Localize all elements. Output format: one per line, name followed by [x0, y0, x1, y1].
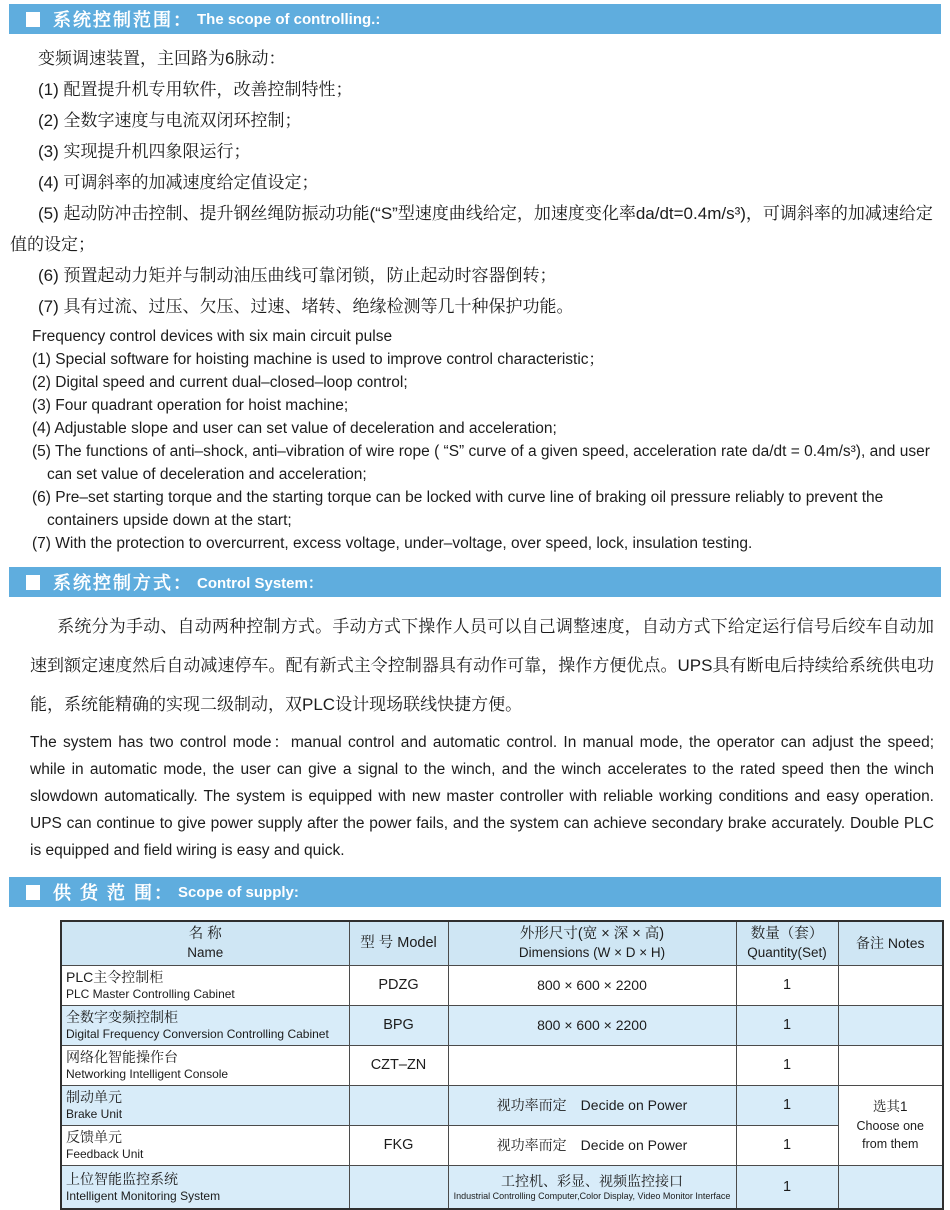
- section-title-zh: 供 货 范 围：: [53, 883, 175, 903]
- control-system-english-paragraph: The system has two control mode：manual control and automatic control. In manual mode, the operator can adjust the speed; while in automatic mode, the user can give a signal to the winch, and the winch accelerates to the rated speed then the winch slowdown automatically. The system is equipped with new master controller with reliable working conditions and easy operation. UPS can continue to give power supply after the power fails, and the system can achieve secondary brake accurately. Double PLC is equipped and field wiring is easy and quick.: [30, 734, 934, 859]
- dimensions-cell: 工控机、彩显、视频监控接口 Industrial Controlling Computer,Color Display, Video Monitor Interface: [448, 1165, 736, 1209]
- notes-cell: [838, 1005, 943, 1045]
- model-cell: FKG: [349, 1125, 448, 1165]
- square-bullet-icon: [26, 885, 40, 900]
- square-bullet-icon: [26, 12, 40, 27]
- section-title-zh: 系统控制方式：: [53, 573, 193, 593]
- scope-zh-line: (5) 起动防冲击控制、提升钢丝绳防振动功能(“S”型速度曲线给定，加速度变化率da/dt=0.4m/s³)，可调斜率的加减速给定值的设定；: [10, 204, 933, 254]
- notes-merged-cell: 选其1 Choose one from them: [838, 1085, 943, 1165]
- notes-cell: [838, 1165, 943, 1209]
- col-header-model: 型 号 Model: [349, 921, 448, 965]
- section-header-scope: [9, 4, 941, 34]
- name-cell: PLC主令控制柜 PLC Master Controlling Cabinet: [61, 965, 349, 1005]
- scope-zh-line: (3) 实现提升机四象限运行；: [38, 142, 251, 161]
- quantity-cell: 1: [736, 1005, 838, 1045]
- table-row: [61, 1005, 943, 1045]
- table-row: [61, 1045, 943, 1085]
- dimensions-cell: 视功率而定 Decide on Power: [448, 1085, 736, 1125]
- section-title-zh: 系统控制范围：: [53, 10, 193, 30]
- scope-zh-line: 变频调速装置，主回路为6脉动：: [38, 49, 286, 68]
- scope-zh-line: (4) 可调斜率的加减速度给定值设定；: [38, 173, 319, 192]
- supply-table: [60, 920, 944, 1210]
- section-title-en: Control System：: [197, 574, 323, 592]
- name-cell: 上位智能监控系统 Intelligent Monitoring System: [61, 1165, 349, 1209]
- scope-en-line: (7) With the protection to overcurrent, excess voltage, under–voltage, over speed, lock, insulation testing.: [32, 535, 753, 552]
- dimensions-cell: 800 × 600 × 2200: [448, 1005, 736, 1045]
- col-header-name: 名 称 Name: [61, 921, 349, 965]
- scope-en-line: (4) Adjustable slope and user can set value of deceleration and acceleration;: [32, 420, 557, 437]
- scope-en-line: (6) Pre–set starting torque and the starting torque can be locked with curve line of braking oil pressure reliably to prevent the containers upside down at the start;: [32, 489, 884, 529]
- scope-en-line: (3) Four quadrant operation for hoist machine;: [32, 397, 349, 414]
- quantity-cell: 1: [736, 1165, 838, 1209]
- section-header-control-system: [9, 567, 941, 597]
- dimensions-cell: [448, 1045, 736, 1085]
- dimensions-cell: 视功率而定 Decide on Power: [448, 1125, 736, 1165]
- col-header-dimensions: 外形尺寸(宽 × 深 × 高) Dimensions (W × D × H): [448, 921, 736, 965]
- table-row: [61, 1085, 943, 1125]
- model-cell: CZT–ZN: [349, 1045, 448, 1085]
- table-row: [61, 1165, 943, 1209]
- scope-zh-line: (1) 配置提升机专用软件，改善控制特性；: [38, 80, 353, 99]
- section-title-en: Scope of supply:: [178, 883, 299, 901]
- scope-en-line: Frequency control devices with six main circuit pulse: [32, 328, 393, 345]
- scope-english-list: [32, 325, 938, 555]
- model-cell: PDZG: [349, 965, 448, 1005]
- supply-table-header-row: [61, 921, 943, 965]
- quantity-cell: 1: [736, 965, 838, 1005]
- square-bullet-icon: [26, 575, 40, 590]
- scope-en-line: (5) The functions of anti–shock, anti–vibration of wire rope ( “S” curve of a given speed, acceleration rate da/dt = 0.4m/s³), and user can set value of deceleration and acceleration;: [32, 443, 930, 483]
- model-cell: [349, 1085, 448, 1125]
- notes-cell: [838, 965, 943, 1005]
- control-system-chinese-paragraph: 系统分为手动、自动两种控制方式。手动方式下操作人员可以自己调整速度，自动方式下给定运行信号后绞车自动加速到额定速度然后自动减速停车。配有新式主令控制器具有动作可靠，操作方便优点。UPS具有断电后持续给系统供电功能，系统能精确的实现二级制动，双PLC设计现场联线快捷方便。: [30, 617, 934, 714]
- name-cell: 反馈单元 Feedback Unit: [61, 1125, 349, 1165]
- section-title-en: The scope of controlling.:: [197, 10, 381, 28]
- scope-zh-line: (6) 预置起动力矩并与制动油压曲线可靠闭锁，防止起动时容器倒转；: [38, 266, 557, 285]
- model-cell: BPG: [349, 1005, 448, 1045]
- table-row: [61, 1125, 943, 1165]
- quantity-cell: 1: [736, 1125, 838, 1165]
- name-cell: 全数字变频控制柜 Digital Frequency Conversion Controlling Cabinet: [61, 1005, 349, 1045]
- scope-zh-line: (7) 具有过流、过压、欠压、过速、堵转、绝缘检测等几十种保护功能。: [38, 297, 574, 316]
- section-header-scope-of-supply: [9, 877, 941, 907]
- quantity-cell: 1: [736, 1085, 838, 1125]
- col-header-notes: 备注 Notes: [838, 921, 943, 965]
- scope-zh-line: (2) 全数字速度与电流双闭环控制；: [38, 111, 302, 130]
- model-cell: [349, 1165, 448, 1209]
- quantity-cell: 1: [736, 1045, 838, 1085]
- table-row: [61, 965, 943, 1005]
- dimensions-cell: 800 × 600 × 2200: [448, 965, 736, 1005]
- scope-en-line: (2) Digital speed and current dual–closed–loop control;: [32, 374, 408, 391]
- name-cell: 制动单元 Brake Unit: [61, 1085, 349, 1125]
- col-header-quantity: 数量（套） Quantity(Set): [736, 921, 838, 965]
- name-cell: 网络化智能操作台 Networking Intelligent Console: [61, 1045, 349, 1085]
- scope-en-line: (1) Special software for hoisting machine is used to improve control characteristic；: [32, 351, 605, 368]
- scope-chinese-list: [10, 43, 936, 322]
- notes-cell: [838, 1045, 943, 1085]
